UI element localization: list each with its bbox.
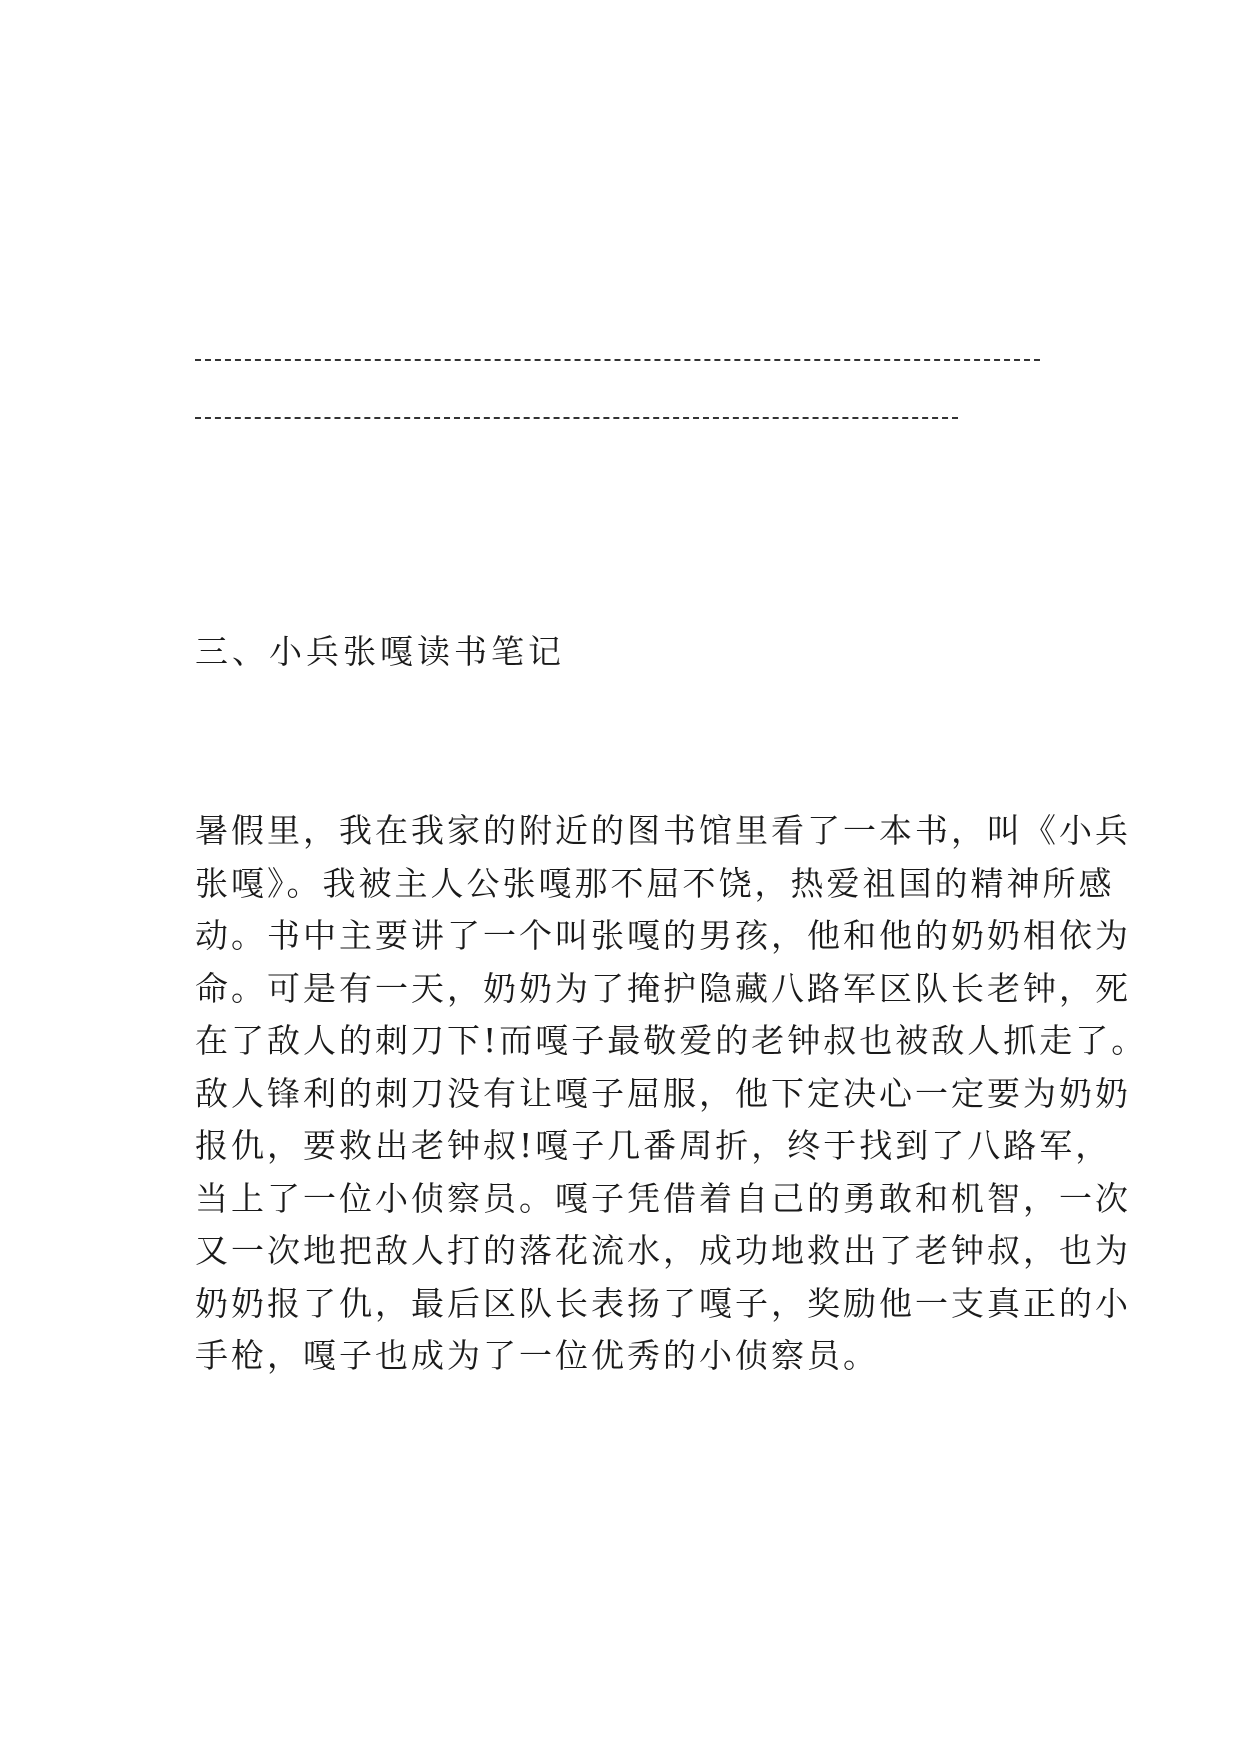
paragraph-line: 当上了一位小侦察员。嘎子凭借着自己的勇敢和机智，一次 xyxy=(195,1178,1131,1218)
section-heading: 三、小兵张嘎读书笔记 xyxy=(195,632,565,671)
body-paragraph xyxy=(195,805,1148,1383)
paragraph-line: 暑假里，我在我家的附近的图书馆里看了一本书，叫《小兵 xyxy=(195,811,1131,850)
paragraph-line: 命。可是有一天，奶奶为了掩护隐藏八路军区队长老钟，死 xyxy=(195,968,1131,1008)
paragraph-line: 又一次地把敌人打的落花流水，成功地救出了老钟叔，也为 xyxy=(195,1231,1131,1270)
paragraph-line: 动。书中主要讲了一个叫张嘎的男孩，他和他的奶奶相依为 xyxy=(195,916,1131,955)
paragraph-line: 张嘎》。我被主人公张嘎那不屈不饶，热爱祖国的精神所感 xyxy=(195,863,1115,903)
paragraph-line: 在了敌人的刺刀下!而嘎子最敬爱的老钟叔也被敌人抓走了。 xyxy=(195,1021,1148,1060)
paragraph-line: 报仇，要救出老钟叔!嘎子几番周折，终于找到了八路军， xyxy=(195,1126,1112,1165)
paragraph-line: 手枪，嘎子也成为了一位优秀的小侦察员。 xyxy=(195,1336,879,1375)
paragraph-line: 奶奶报了仇，最后区队长表扬了嘎子，奖励他一支真正的小 xyxy=(195,1283,1131,1323)
dashed-divider-line xyxy=(195,359,1040,361)
dashed-divider-line xyxy=(195,417,958,419)
paragraph-line: 敌人锋利的刺刀没有让嘎子屈服，他下定决心一定要为奶奶 xyxy=(195,1073,1131,1113)
